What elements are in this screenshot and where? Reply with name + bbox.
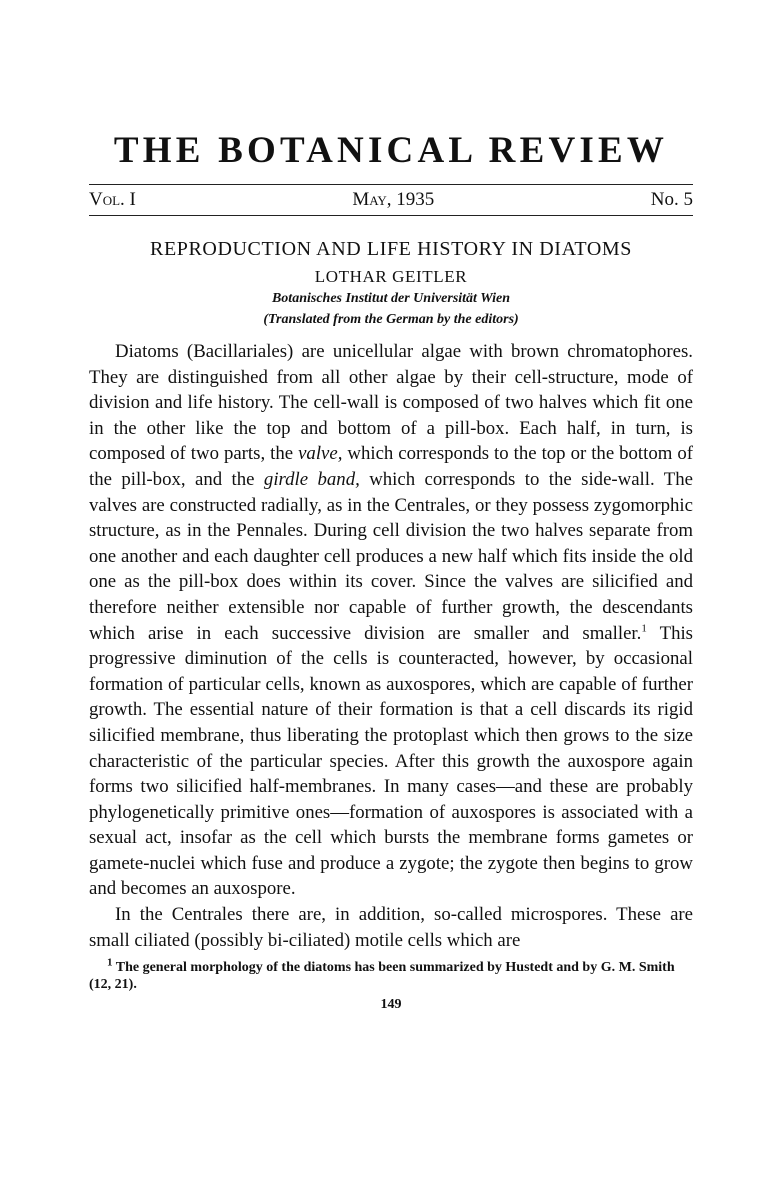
article-title: REPRODUCTION AND LIFE HISTORY IN DIATOMS [150, 238, 632, 260]
paragraph: In the Centrales there are, in addition, so-called microspores. These are small ciliated (possibly bi-ciliated) motile cells which are [89, 904, 693, 951]
paragraph-text: Diatoms (Bacillariales) are unicellular algae with brown chromatophores. They are distinguished from all other algae by their cell-structure, mode of division and life history. The cell-wall is composed of two halves which fit one in the other like the top and bottom of a pill-box. Each half, in turn, is composed of two parts, the [89, 341, 693, 465]
author-name: LOTHAR GEITLER [314, 267, 468, 286]
author-affiliation: Botanisches Institut der Universität Wien [271, 291, 511, 306]
paragraph-text: This progressive diminution of the cells is counteracted, however, by occasional formation of particular cells, known as auxospores, which are capable of further growth. The essential nature of their formation is that a cell discards its rigid silicified membrane, thus liberating the protoplast which then grows to the size characteristic of the particular species. After this growth the auxospore again forms two silicified half-membranes. In many cases—and these are probably phylogenetically primitive ones—formation of auxospores is associated with a sexual act, insofar as the cell which bursts the membrane forms gametes or gamete-nuclei which fuse and produce a zygote; the zygote then begins to grow and becomes an auxospore. [89, 622, 693, 900]
volume-label: Vol. I [89, 189, 136, 210]
term-valve: valve, [298, 443, 343, 465]
paragraph [89, 339, 693, 902]
article-body [89, 339, 693, 953]
page-number: 149 [380, 997, 402, 1013]
translation-note: (Translated from the German by the editors) [263, 312, 519, 327]
footnote-reference: 1 [641, 622, 647, 635]
issue-info-row [89, 185, 693, 215]
paragraph-text: which corresponds to the side-wall. The valves are constructed radially, as in the Centrales, or they possess zygomorphic structure, as in the Pennales. During cell division the two halves separate from one another and each daughter cell produces a new half which fits inside the old one as the pill-box does within its cover. Since the valves are silicified and therefore neither extensible nor capable of further growth, the descendants which arise in each successive division are smaller and smaller. [89, 468, 693, 644]
term-girdle-band: girdle band, [263, 468, 360, 490]
footnote-marker: 1 [107, 956, 113, 969]
footnote-text: The general morphology of the diatoms has been summarized by Hustedt and by G. M. Smith (12, 21). [89, 960, 675, 993]
footnote [89, 956, 693, 993]
paragraph-text: which corresponds to the top or the bottom of the pill-box, and the [89, 443, 693, 490]
journal-page [89, 126, 693, 1013]
issue-date: May, 1935 [352, 189, 435, 210]
journal-title: THE BOTANICAL REVIEW [113, 130, 669, 171]
issue-number: No. 5 [650, 189, 693, 210]
header-rule-bottom [89, 215, 693, 216]
